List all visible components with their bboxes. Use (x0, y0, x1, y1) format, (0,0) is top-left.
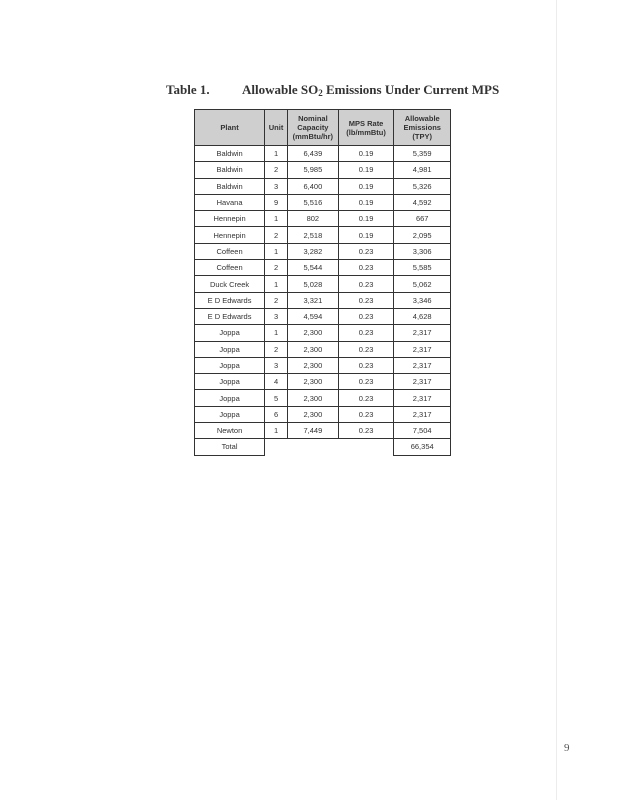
cell-unit: 9 (265, 194, 288, 210)
table-header-row (195, 110, 451, 146)
header-unit: Unit (265, 110, 288, 146)
cell-rate: 0.23 (338, 276, 394, 292)
cell-emissions: 7,504 (394, 423, 451, 439)
table-row (195, 211, 451, 227)
table-row (195, 357, 451, 373)
cell-plant: Baldwin (195, 178, 265, 194)
table-row (195, 227, 451, 243)
cell-emissions: 2,317 (394, 341, 451, 357)
table-title-part1: Allowable SO (242, 82, 319, 97)
cell-plant: E D Edwards (195, 308, 265, 324)
cell-capacity: 2,518 (287, 227, 338, 243)
cell-capacity: 2,300 (287, 357, 338, 373)
table-row (195, 341, 451, 357)
cell-rate: 0.23 (338, 423, 394, 439)
cell-capacity: 2,300 (287, 325, 338, 341)
cell-plant: Baldwin (195, 146, 265, 162)
total-row (195, 439, 451, 455)
cell-capacity: 7,449 (287, 423, 338, 439)
cell-plant: Hennepin (195, 227, 265, 243)
cell-rate: 0.23 (338, 341, 394, 357)
cell-plant: Joppa (195, 406, 265, 422)
cell-plant: Coffeen (195, 243, 265, 259)
cell-emissions: 4,592 (394, 194, 451, 210)
table-row (195, 162, 451, 178)
table-body (195, 146, 451, 456)
total-value: 66,354 (394, 439, 451, 455)
table-title-part2: Emissions Under Current MPS (322, 82, 500, 97)
header-capacity: Nominal Capacity (mmBtu/hr) (287, 110, 338, 146)
cell-capacity: 6,400 (287, 178, 338, 194)
cell-unit: 2 (265, 292, 288, 308)
cell-emissions: 3,306 (394, 243, 451, 259)
cell-capacity: 5,028 (287, 276, 338, 292)
cell-capacity: 2,300 (287, 390, 338, 406)
cell-plant: E D Edwards (195, 292, 265, 308)
cell-unit: 2 (265, 162, 288, 178)
cell-unit: 3 (265, 178, 288, 194)
cell-capacity: 3,321 (287, 292, 338, 308)
emissions-table (194, 109, 451, 456)
cell-unit: 6 (265, 406, 288, 422)
cell-emissions: 2,095 (394, 227, 451, 243)
cell-capacity: 5,544 (287, 260, 338, 276)
cell-unit: 1 (265, 243, 288, 259)
cell-emissions: 5,585 (394, 260, 451, 276)
cell-capacity: 2,300 (287, 406, 338, 422)
cell-plant: Hennepin (195, 211, 265, 227)
cell-unit: 5 (265, 390, 288, 406)
cell-emissions: 2,317 (394, 390, 451, 406)
cell-emissions: 3,346 (394, 292, 451, 308)
table-row (195, 146, 451, 162)
cell-rate: 0.19 (338, 211, 394, 227)
table-caption (166, 82, 500, 98)
cell-rate: 0.19 (338, 162, 394, 178)
cell-rate: 0.23 (338, 325, 394, 341)
table-title (242, 82, 499, 97)
cell-rate: 0.23 (338, 260, 394, 276)
cell-capacity: 2,300 (287, 341, 338, 357)
cell-plant: Havana (195, 194, 265, 210)
cell-rate: 0.23 (338, 243, 394, 259)
table-row (195, 406, 451, 422)
cell-plant: Joppa (195, 341, 265, 357)
cell-unit: 4 (265, 374, 288, 390)
table-row (195, 374, 451, 390)
table-row (195, 308, 451, 324)
cell-capacity: 5,516 (287, 194, 338, 210)
cell-emissions: 2,317 (394, 325, 451, 341)
cell-plant: Joppa (195, 390, 265, 406)
total-gap (265, 439, 394, 455)
cell-plant: Joppa (195, 325, 265, 341)
cell-emissions: 4,628 (394, 308, 451, 324)
cell-emissions: 5,326 (394, 178, 451, 194)
header-mps-rate: MPS Rate (lb/mmBtu) (338, 110, 394, 146)
cell-plant: Newton (195, 423, 265, 439)
cell-unit: 1 (265, 211, 288, 227)
table-row (195, 178, 451, 194)
cell-unit: 2 (265, 341, 288, 357)
table-row (195, 243, 451, 259)
cell-unit: 1 (265, 325, 288, 341)
cell-unit: 1 (265, 423, 288, 439)
table-row (195, 260, 451, 276)
cell-capacity: 3,282 (287, 243, 338, 259)
cell-capacity: 6,439 (287, 146, 338, 162)
table-row (195, 390, 451, 406)
header-plant: Plant (195, 110, 265, 146)
cell-capacity: 5,985 (287, 162, 338, 178)
cell-plant: Coffeen (195, 260, 265, 276)
cell-rate: 0.23 (338, 292, 394, 308)
table-row (195, 292, 451, 308)
cell-rate: 0.23 (338, 357, 394, 373)
cell-capacity: 4,594 (287, 308, 338, 324)
cell-unit: 1 (265, 146, 288, 162)
cell-rate: 0.19 (338, 227, 394, 243)
total-label: Total (195, 439, 265, 455)
cell-plant: Joppa (195, 357, 265, 373)
cell-rate: 0.19 (338, 146, 394, 162)
cell-rate: 0.23 (338, 308, 394, 324)
cell-unit: 1 (265, 276, 288, 292)
cell-unit: 3 (265, 308, 288, 324)
cell-rate: 0.19 (338, 194, 394, 210)
page-number: 9 (564, 742, 570, 754)
cell-rate: 0.23 (338, 390, 394, 406)
cell-capacity: 802 (287, 211, 338, 227)
cell-emissions: 5,359 (394, 146, 451, 162)
cell-emissions: 2,317 (394, 357, 451, 373)
cell-rate: 0.23 (338, 406, 394, 422)
cell-plant: Baldwin (195, 162, 265, 178)
cell-unit: 2 (265, 227, 288, 243)
table-row (195, 423, 451, 439)
table-label: Table 1. (166, 82, 210, 97)
cell-emissions: 667 (394, 211, 451, 227)
cell-rate: 0.19 (338, 178, 394, 194)
cell-unit: 2 (265, 260, 288, 276)
cell-plant: Joppa (195, 374, 265, 390)
cell-emissions: 2,317 (394, 374, 451, 390)
cell-rate: 0.23 (338, 374, 394, 390)
table-title-subscript: 2 (318, 88, 323, 98)
table-row (195, 276, 451, 292)
cell-emissions: 4,981 (394, 162, 451, 178)
cell-unit: 3 (265, 357, 288, 373)
cell-emissions: 2,317 (394, 406, 451, 422)
header-allowable-emissions: Allowable Emissions (TPY) (394, 110, 451, 146)
cell-emissions: 5,062 (394, 276, 451, 292)
cell-capacity: 2,300 (287, 374, 338, 390)
page-edge-line (556, 0, 557, 800)
table-row (195, 194, 451, 210)
table-row (195, 325, 451, 341)
cell-plant: Duck Creek (195, 276, 265, 292)
